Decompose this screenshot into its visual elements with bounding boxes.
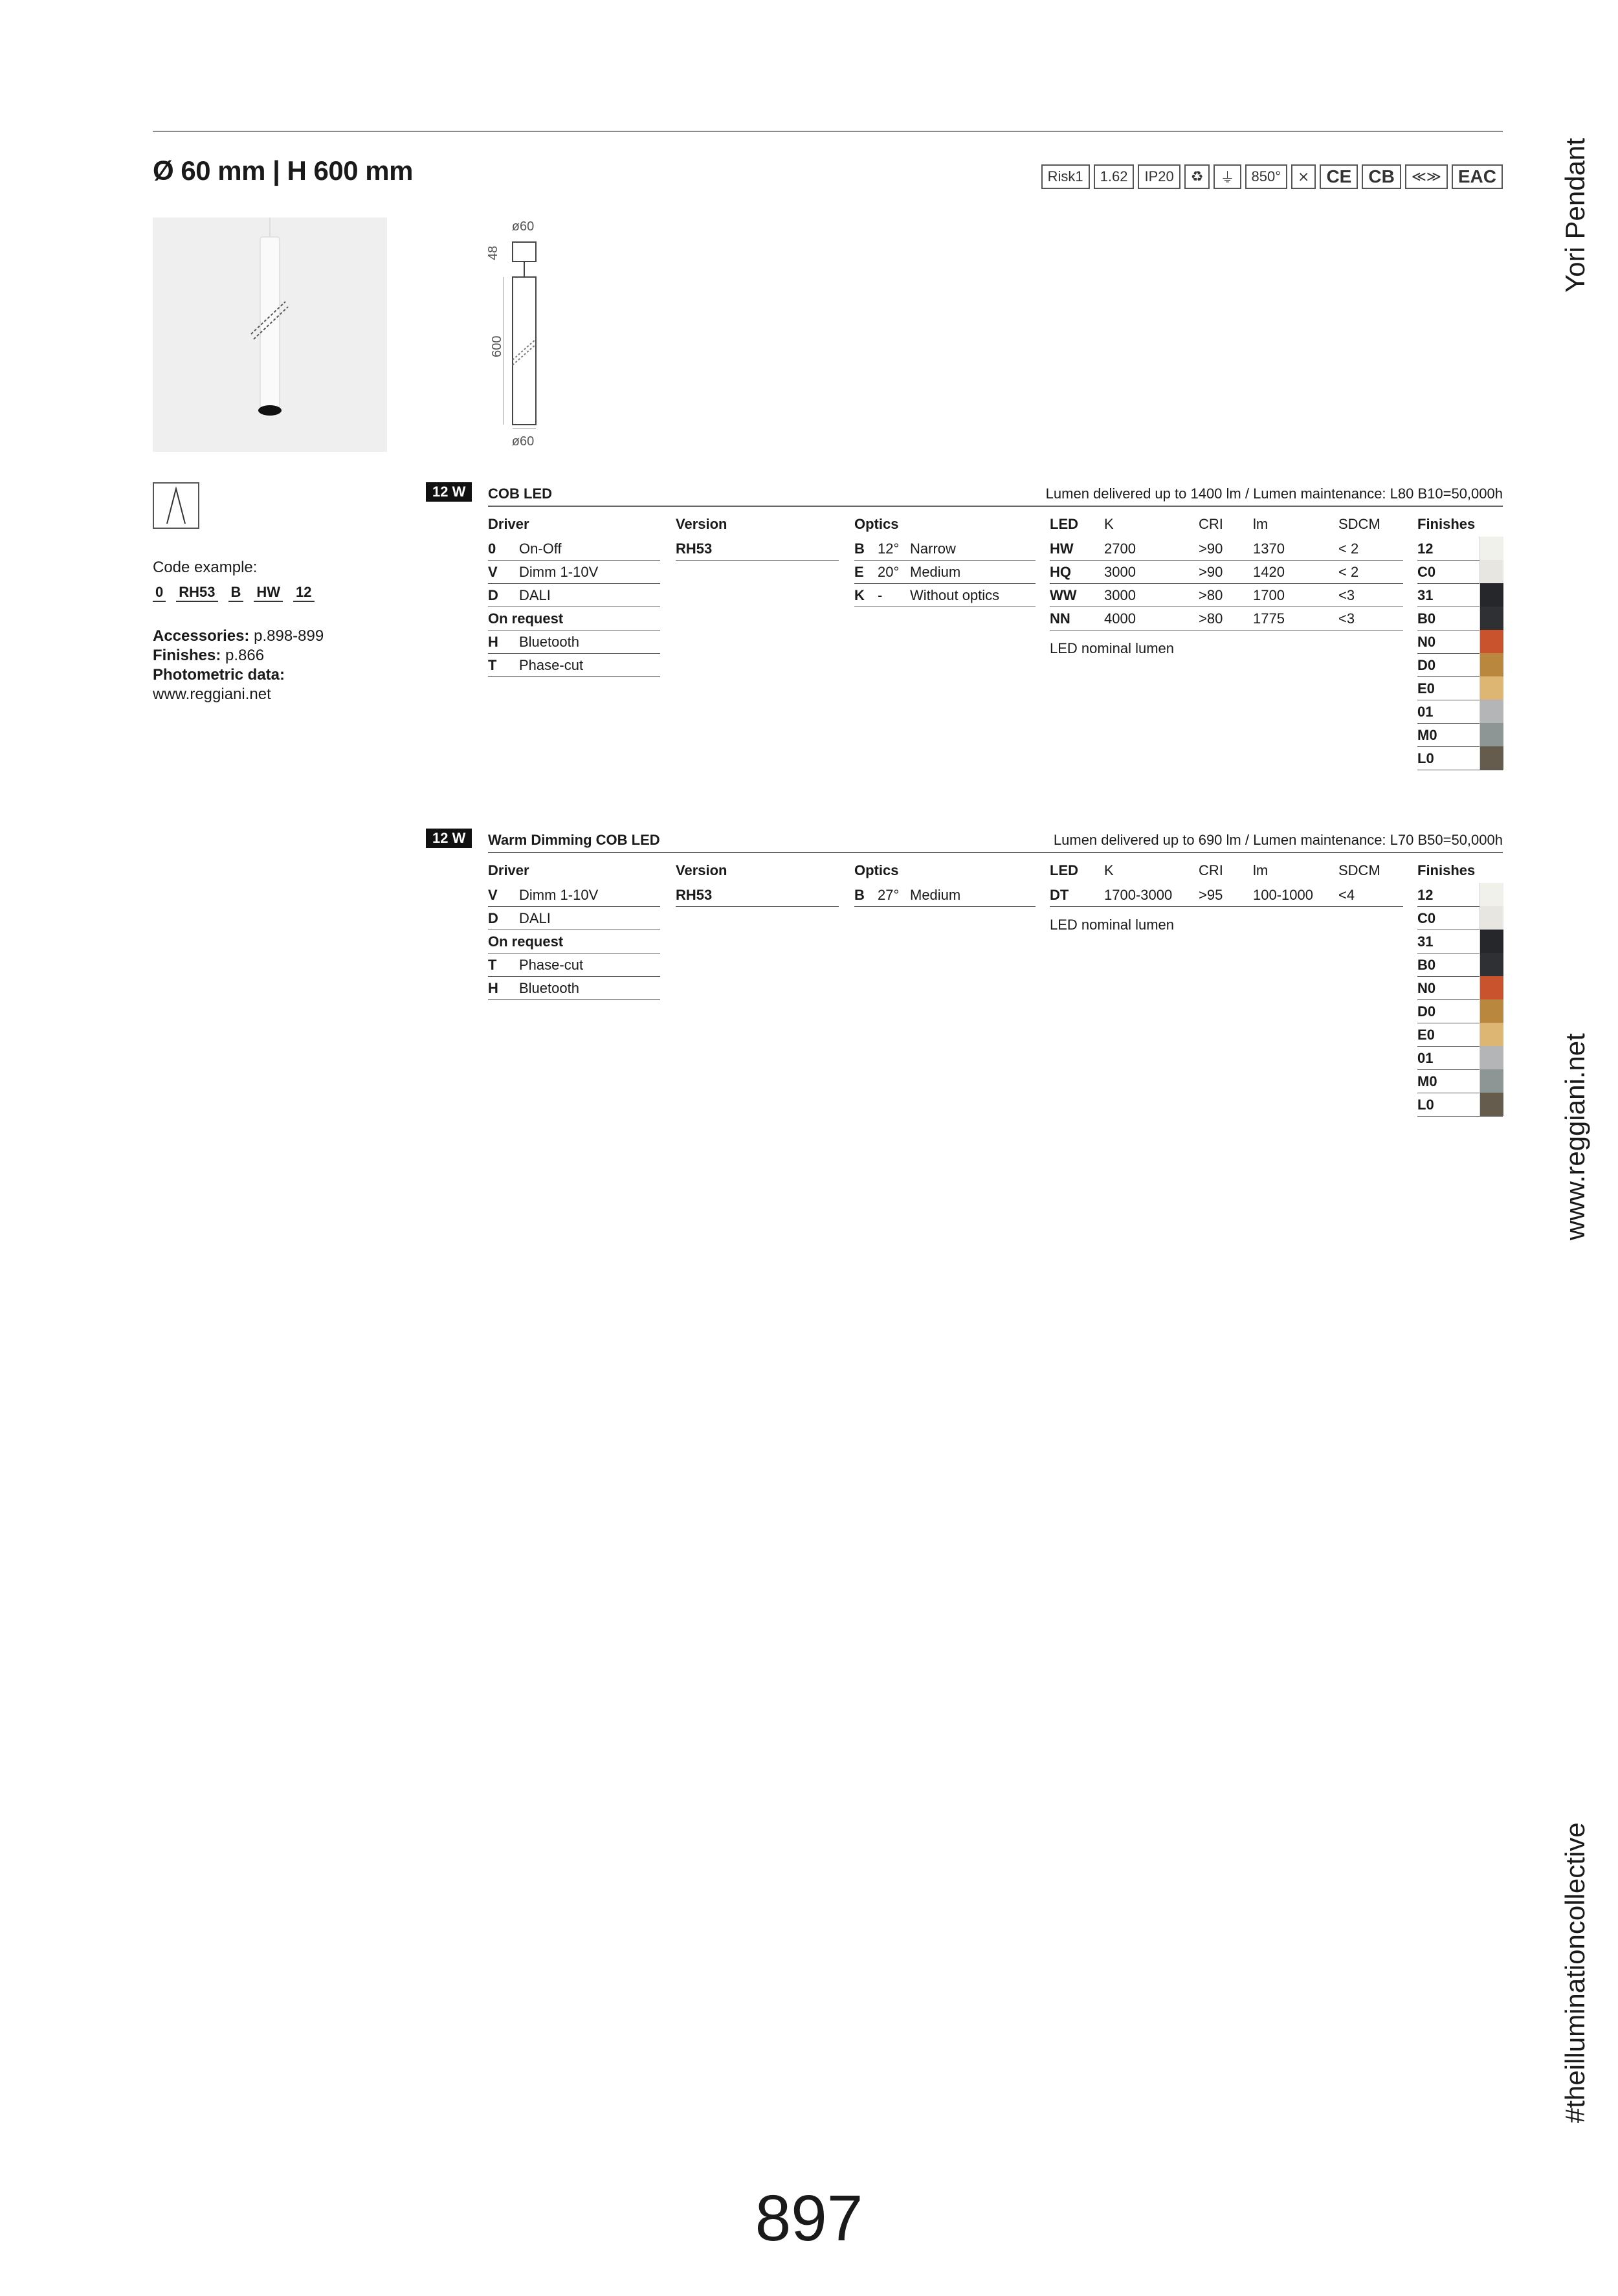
lumen-info: Lumen delivered up to 690 lm / Lumen maintenance: L70 B50=50,000h — [1053, 832, 1503, 848]
version-row-rule — [676, 560, 839, 561]
optic-name: Medium — [910, 564, 961, 580]
header-k: K — [1104, 516, 1114, 532]
header-cri: CRI — [1199, 516, 1223, 532]
version-code: RH53 — [676, 541, 713, 557]
finish-code: D0 — [1417, 1003, 1436, 1020]
optic-name: Narrow — [910, 541, 956, 557]
driver-name: Bluetooth — [519, 980, 579, 996]
certification-badge: ⏚ — [1214, 164, 1241, 189]
header-lm: lm — [1253, 862, 1269, 878]
product-photo — [153, 217, 387, 452]
finishes-value: p.866 — [225, 647, 265, 664]
certification-badge: 850° — [1245, 164, 1288, 189]
driver-code: D — [488, 910, 498, 926]
finish-code: B0 — [1417, 957, 1436, 973]
finish-swatch — [1479, 999, 1503, 1023]
driver-name: DALI — [519, 587, 551, 603]
led-cri: >95 — [1199, 887, 1223, 903]
code-part: 0 — [153, 584, 166, 602]
code-part: 12 — [293, 584, 314, 602]
finish-code: 31 — [1417, 587, 1434, 603]
finish-swatch — [1479, 630, 1503, 653]
section-title: COB LED — [488, 485, 552, 502]
page-number: 897 — [755, 2182, 863, 2255]
certification-badge: EAC — [1452, 164, 1503, 189]
finish-code: E0 — [1417, 1027, 1435, 1043]
driver-code: T — [488, 957, 497, 973]
led-k: 3000 — [1104, 564, 1136, 580]
finish-code: D0 — [1417, 657, 1436, 673]
header-version: Version — [676, 516, 727, 532]
accessories-line — [153, 627, 324, 646]
driver-row-rule — [488, 583, 660, 584]
led-sdcm: <4 — [1338, 887, 1355, 903]
led-sdcm: <3 — [1338, 610, 1355, 627]
finish-code: 01 — [1417, 1050, 1434, 1066]
driver-code: T — [488, 657, 497, 673]
led-k: 1700-3000 — [1104, 887, 1173, 903]
header-lm: lm — [1253, 516, 1269, 532]
finish-code: M0 — [1417, 727, 1437, 743]
finish-code: L0 — [1417, 750, 1434, 766]
header-optics: Optics — [854, 516, 899, 532]
finish-swatch — [1479, 560, 1503, 583]
led-code: HQ — [1050, 564, 1071, 580]
finish-code: C0 — [1417, 910, 1436, 926]
code-part: RH53 — [176, 584, 217, 602]
led-row-rule — [1050, 906, 1403, 907]
header-driver: Driver — [488, 862, 529, 878]
driver-name: Dimm 1-10V — [519, 887, 599, 903]
header-rule — [153, 131, 1503, 132]
header-finishes: Finishes — [1417, 516, 1476, 532]
led-cri: >90 — [1199, 564, 1223, 580]
led-cri: >80 — [1199, 587, 1223, 603]
driver-row-rule — [488, 999, 660, 1000]
driver-name: Bluetooth — [519, 634, 579, 650]
photometric-value: www.reggiani.net — [153, 685, 271, 703]
beam-angle-icon — [153, 482, 199, 529]
driver-code: V — [488, 564, 498, 580]
driver-row-rule — [488, 560, 660, 561]
driver-row-rule — [488, 976, 660, 977]
optic-row-rule — [854, 583, 1036, 584]
led-sdcm: < 2 — [1338, 564, 1359, 580]
driver-name: Phase-cut — [519, 957, 584, 973]
led-cri: >80 — [1199, 610, 1223, 627]
section-rule — [488, 852, 1503, 853]
finish-swatch — [1479, 883, 1503, 906]
finish-code: E0 — [1417, 680, 1435, 697]
drawing-top-diameter: ø60 — [511, 219, 535, 234]
code-example — [153, 584, 315, 602]
finish-swatch — [1479, 537, 1503, 560]
led-code: NN — [1050, 610, 1070, 627]
finish-row-rule — [1417, 1116, 1503, 1117]
led-lm: 1700 — [1253, 587, 1285, 603]
led-cri: >90 — [1199, 541, 1223, 557]
finish-code: 01 — [1417, 704, 1434, 720]
certification-badge: ♻ — [1184, 164, 1210, 189]
photometric-label: Photometric data: — [153, 666, 285, 684]
led-row-rule — [1050, 560, 1403, 561]
certification-badge: IP20 — [1138, 164, 1180, 189]
pendant-image — [153, 217, 387, 452]
section-rule — [488, 506, 1503, 507]
finish-swatch — [1479, 1046, 1503, 1069]
header-finishes: Finishes — [1417, 862, 1476, 878]
finish-swatch — [1479, 930, 1503, 953]
optic-code: B — [854, 887, 865, 903]
finishes-label: Finishes: — [153, 647, 221, 664]
power-badge: 12 W — [426, 482, 472, 502]
optic-row-rule — [854, 906, 1036, 907]
led-lm: 1775 — [1253, 610, 1285, 627]
finish-swatch — [1479, 583, 1503, 607]
finish-code: N0 — [1417, 980, 1436, 996]
finish-code: 12 — [1417, 887, 1434, 903]
led-note: LED nominal lumen — [1050, 917, 1174, 933]
optic-angle: 12° — [878, 541, 900, 557]
code-part: B — [228, 584, 244, 602]
drawing-top-height: 48 — [486, 245, 500, 260]
certification-badge: ⨯ — [1291, 164, 1316, 189]
code-part: HW — [254, 584, 283, 602]
accessories-label: Accessories: — [153, 627, 250, 645]
header-version: Version — [676, 862, 727, 878]
finish-code: 12 — [1417, 541, 1434, 557]
finish-swatch — [1479, 723, 1503, 746]
version-row-rule — [676, 906, 839, 907]
finish-code: N0 — [1417, 634, 1436, 650]
driver-row-rule — [488, 653, 660, 654]
optic-angle: - — [878, 587, 883, 603]
led-sdcm: <3 — [1338, 587, 1355, 603]
header-optics: Optics — [854, 862, 899, 878]
driver-name: Phase-cut — [519, 657, 584, 673]
led-code: HW — [1050, 541, 1074, 557]
optic-angle: 20° — [878, 564, 900, 580]
driver-name: DALI — [519, 910, 551, 926]
technical-drawing — [484, 217, 555, 452]
version-code: RH53 — [676, 887, 713, 903]
header-sdcm: SDCM — [1338, 862, 1380, 878]
driver-name: Dimm 1-10V — [519, 564, 599, 580]
optic-code: B — [854, 541, 865, 557]
finish-swatch — [1479, 676, 1503, 700]
driver-code: V — [488, 887, 498, 903]
driver-row-rule — [488, 906, 660, 907]
finish-swatch — [1479, 700, 1503, 723]
optic-code: E — [854, 564, 864, 580]
finish-code: C0 — [1417, 564, 1436, 580]
page-title: Ø 60 mm | H 600 mm — [153, 155, 413, 186]
finish-swatch — [1479, 607, 1503, 630]
finish-swatch — [1479, 746, 1503, 770]
led-k: 3000 — [1104, 587, 1136, 603]
driver-code: 0 — [488, 541, 496, 557]
finishes-line — [153, 646, 264, 665]
certification-icons — [1041, 162, 1503, 191]
accessories-value: p.898-899 — [254, 627, 324, 645]
side-hashtag: #theilluminationcollective — [1560, 1822, 1590, 2123]
finish-swatch — [1479, 906, 1503, 930]
header-led: LED — [1050, 862, 1078, 878]
header-led: LED — [1050, 516, 1078, 532]
led-note: LED nominal lumen — [1050, 640, 1174, 656]
certification-badge: CE — [1320, 164, 1358, 189]
led-k: 2700 — [1104, 541, 1136, 557]
power-badge: 12 W — [426, 829, 472, 848]
code-example-label: Code example: — [153, 559, 258, 576]
header-k: K — [1104, 862, 1114, 878]
led-k: 4000 — [1104, 610, 1136, 627]
led-sdcm: < 2 — [1338, 541, 1359, 557]
header-driver: Driver — [488, 516, 529, 532]
finish-swatch — [1479, 1023, 1503, 1046]
section-title: Warm Dimming COB LED — [488, 832, 660, 848]
side-product-name: Yori Pendant — [1560, 138, 1590, 293]
drawing-bottom-diameter: ø60 — [511, 434, 535, 449]
optic-angle: 27° — [878, 887, 900, 903]
finish-code: M0 — [1417, 1073, 1437, 1089]
led-row-rule — [1050, 583, 1403, 584]
driver-subhead: On request — [488, 610, 564, 627]
finish-swatch — [1479, 1093, 1503, 1116]
drawing-body-height: 600 — [490, 335, 504, 357]
finish-code: B0 — [1417, 610, 1436, 627]
finish-swatch — [1479, 1069, 1503, 1093]
certification-badge: 1.62 — [1094, 164, 1135, 189]
driver-code: H — [488, 980, 498, 996]
finish-swatch — [1479, 653, 1503, 676]
optic-row-rule — [854, 560, 1036, 561]
finish-swatch — [1479, 953, 1503, 976]
led-lm: 1370 — [1253, 541, 1285, 557]
driver-subhead: On request — [488, 933, 564, 950]
optic-name: Without optics — [910, 587, 1000, 603]
driver-row-rule — [488, 676, 660, 677]
lumen-info: Lumen delivered up to 1400 lm / Lumen maintenance: L80 B10=50,000h — [1045, 485, 1503, 502]
finish-code: 31 — [1417, 933, 1434, 950]
led-lm: 100-1000 — [1253, 887, 1313, 903]
led-lm: 1420 — [1253, 564, 1285, 580]
certification-badge: Risk1 — [1041, 164, 1090, 189]
side-website: www.reggiani.net — [1560, 1033, 1590, 1240]
optic-name: Medium — [910, 887, 961, 903]
header-cri: CRI — [1199, 862, 1223, 878]
led-code: WW — [1050, 587, 1077, 603]
driver-code: D — [488, 587, 498, 603]
header-sdcm: SDCM — [1338, 516, 1380, 532]
certification-badge: CB — [1362, 164, 1401, 189]
driver-code: H — [488, 634, 498, 650]
led-code: DT — [1050, 887, 1069, 903]
certification-badge: ≪≫ — [1405, 164, 1448, 189]
finish-swatch — [1479, 976, 1503, 999]
optic-code: K — [854, 587, 865, 603]
driver-name: On-Off — [519, 541, 562, 557]
finish-code: L0 — [1417, 1097, 1434, 1113]
